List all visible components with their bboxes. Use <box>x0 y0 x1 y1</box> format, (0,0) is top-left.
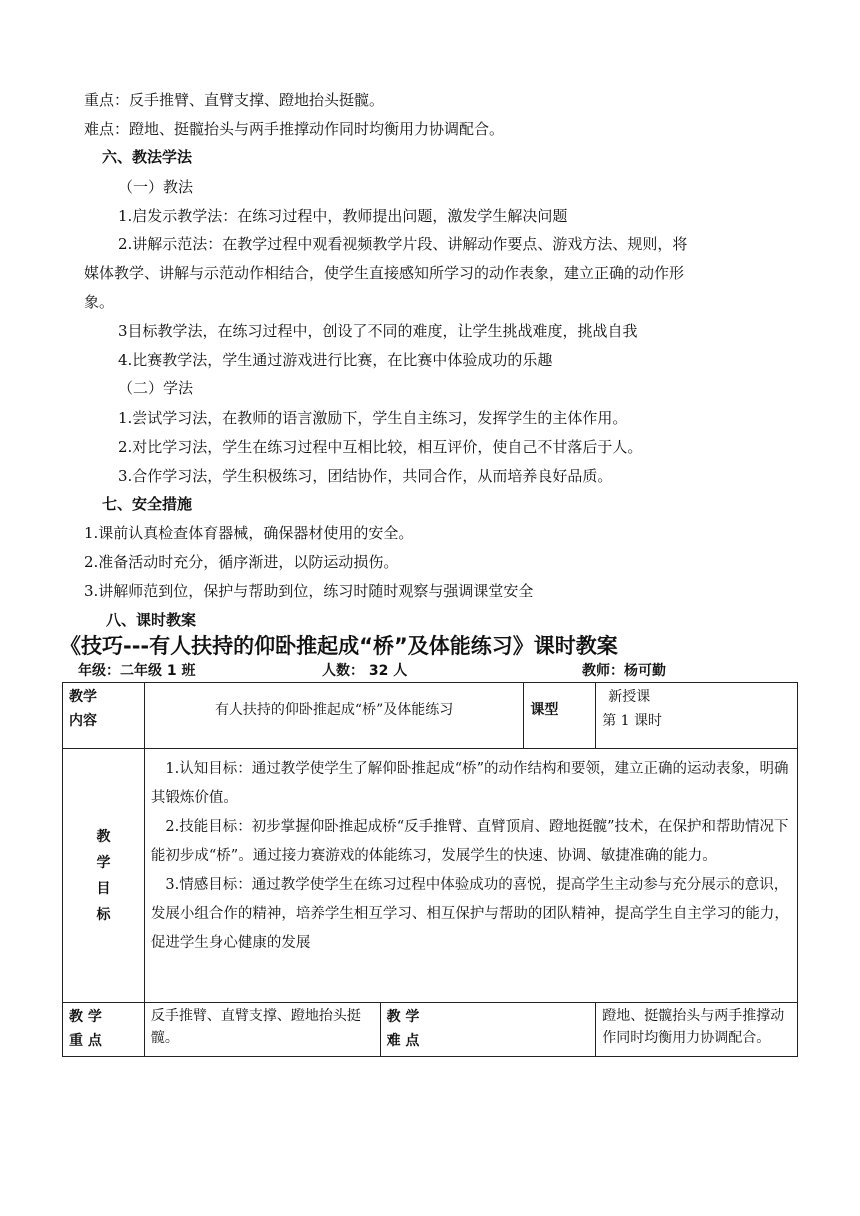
diff-label-line2: 难 点 <box>386 1033 420 1049</box>
goal-affective: 3.情感目标：通过教学使学生在练习过程中体验成功的喜悦，提高学生主动参与充分展示的意识，发展小组合作的精神，培养学生相互学习、相互保护与帮助的团队精神，提高学生自主学习的能力，促进学生身心健康的发展 <box>150 877 789 951</box>
section7-heading: 七、安全措施 <box>102 495 193 513</box>
goal-label-char: 学 <box>96 854 111 871</box>
section7-item: 1.课前认真检查体育器械，确保器材使用的安全。 <box>84 524 414 542</box>
diff-value-cell <box>596 1003 798 1057</box>
content-label-line2: 内容 <box>69 713 97 729</box>
student-count-text: 人数： 32 人 <box>322 663 408 679</box>
teacher-text: 教师：杨可勤 <box>582 663 666 679</box>
diff-value: 蹬地、挺髋抬头与两手推撑动作同时均衡用力协调配合。 <box>602 1008 785 1046</box>
goal-label-cell <box>63 749 145 1003</box>
type-value-cell <box>596 683 798 749</box>
key-value: 反手推臂、直臂支撑、蹬地抬头挺髋。 <box>150 1008 361 1046</box>
section6-item: 2.讲解示范法：在教学过程中观看视频教学片段、讲解动作要点、游戏方法、规则，将 <box>118 235 688 253</box>
section6-item: 象。 <box>84 293 115 311</box>
section6-item: 4.比赛教学法，学生通过游戏进行比赛，在比赛中体验成功的乐趣 <box>118 351 553 369</box>
goal-label-char: 目 <box>96 880 111 897</box>
content-value-cell <box>144 683 523 749</box>
lesson-title: 《技巧---有人扶持的仰卧推起成“桥”及体能练习》课时教案 <box>60 634 618 658</box>
content-label-cell <box>63 683 145 749</box>
goal-cognitive: 1.认知目标：通过教学使学生了解仰卧推起成“桥”的动作结构和要领，建立正确的运动表象，明确其锻炼价值。 <box>150 761 789 806</box>
key-points-text: 重点：反手推臂、直臂支撑、蹬地抬头挺髋。 <box>84 91 385 109</box>
content-value: 有人扶持的仰卧推起成“桥”及体能练习 <box>214 701 454 718</box>
section6-item: 3.合作学习法，学生积极练习，团结协作，共同合作，从而培养良好品质。 <box>118 467 613 485</box>
section6-item: 1.启发示教学法：在练习过程中，教师提出问题，激发学生解决问题 <box>118 207 568 225</box>
goal-skill: 2.技能目标：初步掌握仰卧推起成桥“反手推臂、直臂顶肩、蹬地挺髋”技术，在保护和帮助情况下能初步成“桥”。通过接力赛游戏的体能练习，发展学生的快速、协调、敏捷准确的能力。 <box>150 819 789 864</box>
key-label-cell <box>63 1003 145 1057</box>
key-label-line2: 重 点 <box>69 1033 102 1049</box>
section7-item: 3.讲解师范到位，保护与帮助到位，练习时随时观察与强调课堂安全 <box>84 582 534 600</box>
goal-label-char: 标 <box>96 906 111 923</box>
type-value-line2: 第 1 课时 <box>602 713 663 729</box>
section8-heading: 八、课时教案 <box>106 611 197 629</box>
key-label-line1: 教 学 <box>69 1009 102 1025</box>
section6-item: 媒体教学、讲解与示范动作相结合，使学生直接感知所学习的动作表象，建立正确的动作形 <box>84 264 685 282</box>
section6-item: 1.尝试学习法，在教师的语言激励下，学生自主练习，发挥学生的主体作用。 <box>118 409 628 427</box>
content-label-line1: 教学 <box>69 689 97 705</box>
section6-item: 3目标教学法，在练习过程中，创设了不同的难度，让学生挑战难度，挑战自我 <box>118 322 638 340</box>
section6-heading: 六、教法学法 <box>102 148 193 166</box>
section6-item: 2.对比学习法，学生在练习过程中互相比较，相互评价，使自己不甘落后于人。 <box>118 438 643 456</box>
section7-item: 2.准备活动时充分，循序渐进，以防运动损伤。 <box>84 553 399 571</box>
goal-label-char: 教 <box>96 828 111 845</box>
diff-label-cell <box>380 1003 596 1057</box>
type-label-cell <box>524 683 596 749</box>
section6-sub1: （一）教法 <box>118 178 194 196</box>
key-value-cell <box>144 1003 380 1057</box>
section6-sub2: （二）学法 <box>118 379 194 397</box>
type-value-line1: 新授课 <box>608 689 651 705</box>
lesson-plan-table <box>62 682 798 1057</box>
diff-label-line1: 教 学 <box>386 1009 420 1025</box>
difficult-points-text: 难点：蹬地、挺髋抬头与两手推撑动作同时均衡用力协调配合。 <box>84 120 505 138</box>
grade-text: 年级：二年级 1 班 <box>78 663 196 679</box>
type-label: 课型 <box>530 701 559 718</box>
goals-cell <box>144 749 797 1003</box>
